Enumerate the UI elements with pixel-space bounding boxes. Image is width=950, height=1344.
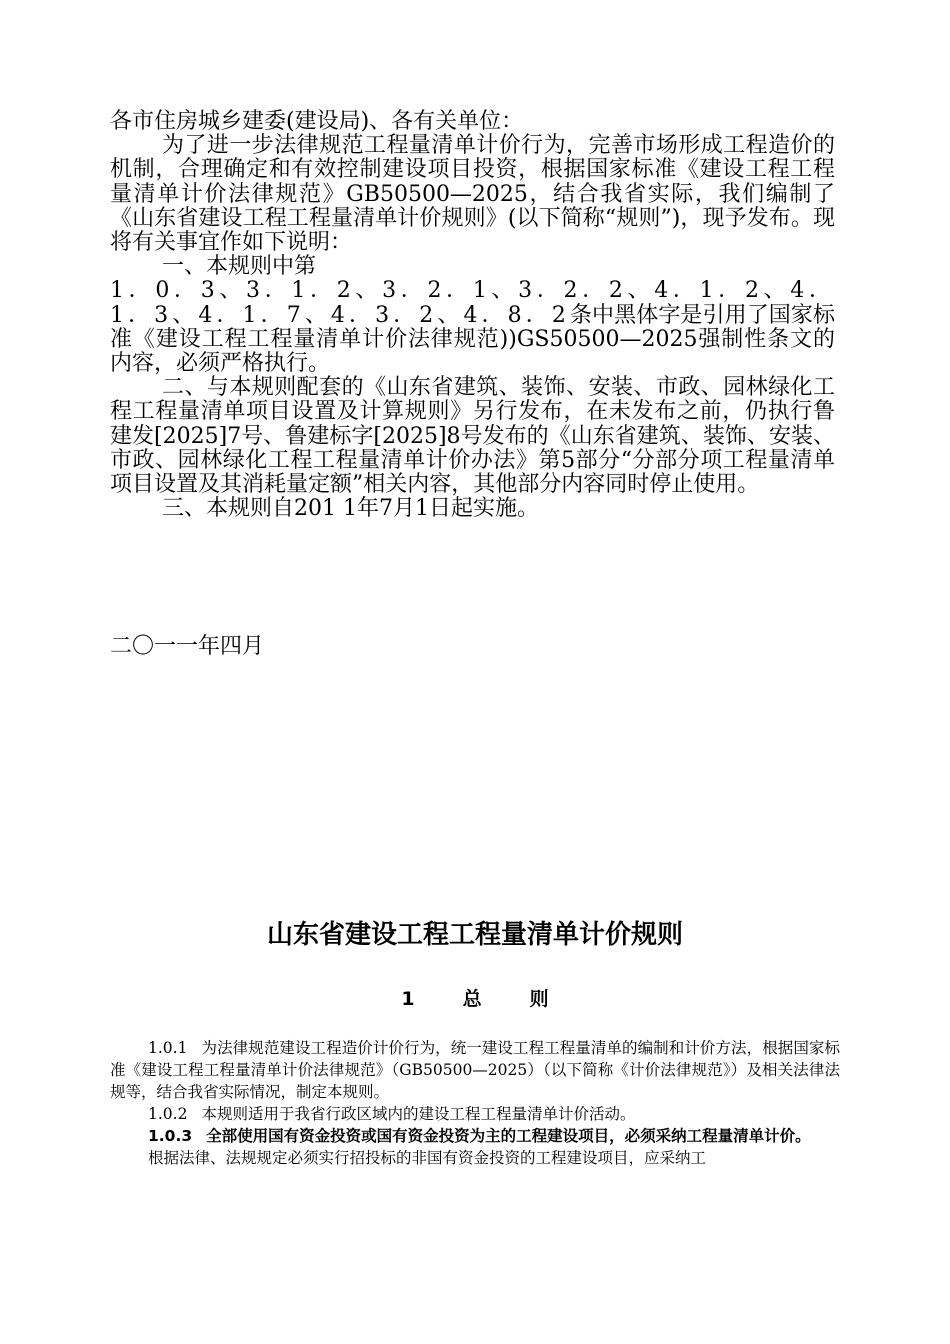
clause-text: 本规则适用于我省行政区域内的建设工程工程量清单计价活动。 (201, 1105, 636, 1123)
clause-1-0-1 (110, 1037, 840, 1103)
clause-number: 1.0.1 (148, 1039, 188, 1057)
notice-paragraph-1: 为了进一步法律规范工程量清单计价行为，完善市场形成工程造价的机制，合理确定和有效控制建设项目投资，根据国家标准《建设工程工程量清单计价法律规范》GB50500—2025，结合我省实际，我们编制了《山东省建设工程工程量清单计价规则》(以下简称“规则”)，现予发布。现将有关事宜作如下说明： (110, 133, 835, 256)
notice-section (110, 110, 835, 521)
chapter-title-part-2: 则 (529, 988, 549, 1010)
notice-item-1-lead: 一、本规则中第 (162, 254, 317, 280)
clause-1-0-2 (110, 1103, 840, 1125)
chapter-title-part-1: 总 (462, 988, 482, 1010)
chapter-number: 1 (401, 988, 415, 1010)
salutation: 各市住房城乡建委(建设局)、各有关单位： (110, 109, 524, 134)
clause-1-0-3 (110, 1125, 840, 1147)
document-title: 山东省建设工程工程量清单计价规则 (266, 920, 683, 950)
rules-body (110, 1037, 840, 1169)
trailing-paragraph: 根据法律、法规规定必须实行招投标的非国有资金投资的工程建设项目，应采纳工 (148, 1149, 707, 1167)
notice-item-3: 三、本规则自201 1年7月1日起实施。 (162, 496, 539, 522)
issue-date: 二〇一一年四月 (110, 634, 265, 659)
notice-item-1-rest: 条中黑体字是引用了国家标准《建设工程工程量清单计价法律规范))GS50500—2025强制性条文的内容，必须严格执行。 (110, 302, 835, 377)
clause-text: 为法律规范建设工程造价计价行为，统一建设工程工程量清单的编制和计价方法，根据国家标准《建设工程工程量清单计价法律规范》（GB50500—2025）（以下简称《计价法律规范》）及相关法律法规等，结合我省实际情况，制定本规则。 (110, 1039, 840, 1101)
clause-text: 全部使用国有资金投资或国有资金投资为主的工程建设项目，必须采纳工程量清单计价。 (206, 1127, 811, 1145)
notice-item-2: 二、与本规则配套的《山东省建筑、装饰、安装、市政、园林绿化工程工程量清单项目设置及计算规则》另行发布，在未发布之前，仍执行鲁建发[2025]7号、鲁建标字[2025]8号发布的《山东省建筑、装饰、安装、市政、园林绿化工程工程量清单计价办法》第5部分“分部分项工程量清单项目设置及其消耗量定额”相关内容，其他部分内容同时停止使用。 (110, 375, 835, 498)
clause-number: 1.0.3 (148, 1127, 193, 1145)
clause-number: 1.0.2 (148, 1105, 188, 1123)
chapter-heading (0, 985, 950, 1013)
clause-number-list: 1．0．3、3．1．2、3．2．1、3．2．2、4．1．2、4．1．3、4．1．7、4．3．2、4．8．2 (110, 278, 835, 328)
notice-item-1-body (110, 279, 835, 376)
